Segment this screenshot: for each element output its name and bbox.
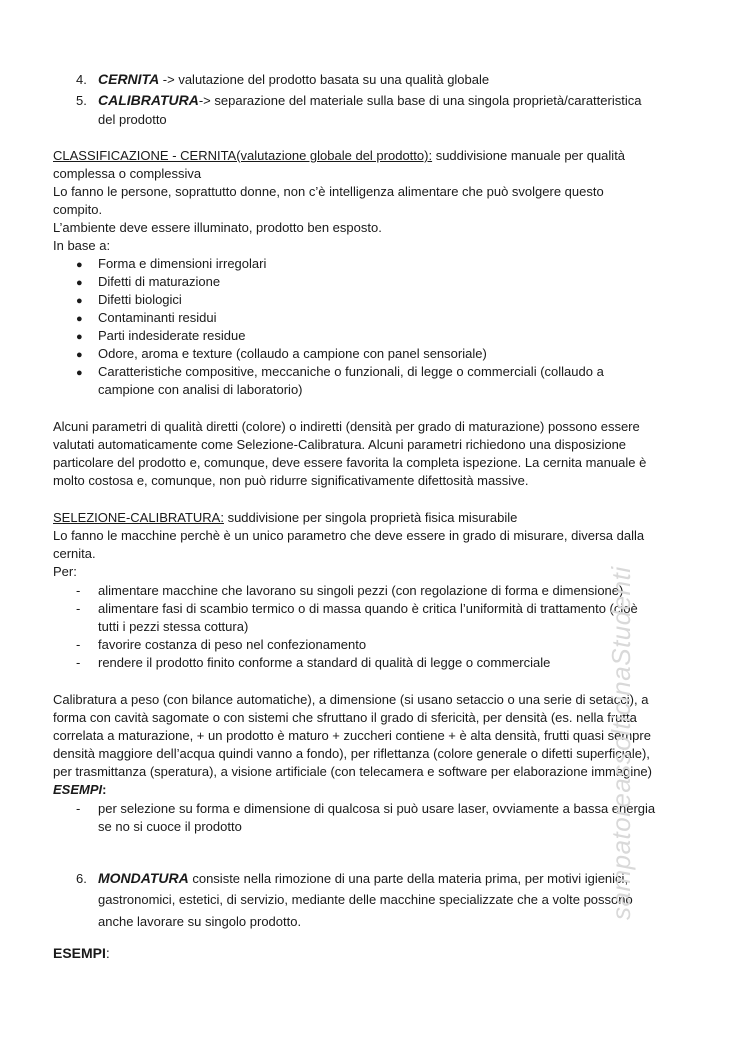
- list-item: Parti indesiderate residue: [98, 328, 246, 343]
- list-item-cont: se no si cuoce il prodotto: [98, 819, 242, 834]
- esempi-final-text: ESEMPI: [53, 945, 106, 961]
- text-line: In base a:: [53, 238, 111, 253]
- list-item: alimentare macchine che lavorano su singoli pezzi (con regolazione di forma e dimensione): [98, 583, 624, 598]
- heading-rest: suddivisione manuale per qualità: [432, 148, 626, 163]
- text-line: complessa o complessiva: [53, 166, 202, 181]
- heading-rest: suddivisione per singola proprietà fisica misurabile: [223, 510, 518, 525]
- esempi-heading: [53, 944, 110, 962]
- text-line: Lo fanno le persone, soprattutto donne, non c’è intelligenza alimentare che può svolgere questo: [53, 184, 604, 199]
- dash-marker: -: [76, 583, 81, 598]
- dash-marker: -: [76, 801, 81, 816]
- list-item-cont: campione con analisi di laboratorio): [98, 382, 303, 397]
- paragraph-line: particolare del prodotto e, comunque, deve essere favorita la completa ispezione. La cernita manuale è: [53, 455, 647, 470]
- paragraph-line: densità maggiore dell’acqua quindi vanno a fondo), per riflettanza (colore generale o difetti superficiale),: [53, 746, 650, 761]
- section-heading: [53, 509, 517, 527]
- esempi-text: ESEMPI: [53, 782, 103, 797]
- item-text: -> valutazione del prodotto basata su una qualità globale: [159, 72, 490, 87]
- list-item: Caratteristiche compositive, meccaniche o funzionali, di legge o commerciali (collaudo a: [98, 364, 604, 379]
- list-item: Difetti di maturazione: [98, 274, 221, 289]
- item-number: 6.: [76, 871, 87, 886]
- text-line: Lo fanno le macchine perchè è un unico parametro che deve essere in grado di misurare, diversa dalla: [53, 528, 645, 543]
- list-item: [98, 70, 489, 89]
- list-item-cont: tutti i pezzi stessa cottura): [98, 619, 249, 634]
- dash-marker: -: [76, 655, 81, 670]
- list-item: rendere il prodotto finito conforme a standard di qualità di legge o commerciale: [98, 655, 551, 670]
- bullet-icon: ●: [76, 277, 83, 289]
- bullet-icon: ●: [76, 331, 83, 343]
- section-heading: [53, 147, 625, 165]
- item-number: 4.: [76, 72, 87, 87]
- esempi-label: [53, 781, 106, 799]
- heading-underlined: SELEZIONE-CALIBRATURA:: [53, 510, 224, 525]
- bullet-icon: ●: [76, 367, 83, 379]
- item-text-cont: del prodotto: [98, 112, 167, 127]
- bullet-icon: ●: [76, 349, 83, 361]
- term-cernita: CERNITA: [98, 71, 160, 87]
- list-item: favorire costanza di peso nel confezionamento: [98, 637, 367, 652]
- item-text: -> separazione del materiale sulla base di una singola proprietà/caratteristica: [198, 93, 642, 108]
- bullet-icon: ●: [76, 313, 83, 325]
- text-line: Per:: [53, 564, 77, 579]
- text-line: compito.: [53, 202, 103, 217]
- bullet-icon: ●: [76, 259, 83, 271]
- term-mondatura: MONDATURA: [98, 870, 189, 886]
- paragraph-line: per trasmittanza (speratura), a visione artificiale (con telecamera e software per elaborazione immagine): [53, 764, 652, 779]
- item-text-cont: anche lavorare su singolo prodotto.: [98, 914, 302, 929]
- paragraph-line: Alcuni parametri di qualità diretti (colore) o indiretti (densità per grado di maturazione) possono essere: [53, 419, 640, 434]
- list-item: Forma e dimensioni irregolari: [98, 256, 267, 271]
- esempi-final-colon: :: [105, 945, 110, 961]
- list-item: Contaminanti residui: [98, 310, 217, 325]
- item-text-cont: gastronomici, estetici, di servizio, mediante delle macchine specializzate che a volte possono: [98, 892, 633, 907]
- paragraph-line: correlata a maturazione, + un prodotto è maturo + zuccheri contiene + è alta densità, frutti quasi sempre: [53, 728, 651, 743]
- bullet-icon: ●: [76, 295, 83, 307]
- list-item: Odore, aroma e texture (collaudo a campione con panel sensoriale): [98, 346, 487, 361]
- list-item: Difetti biologici: [98, 292, 182, 307]
- text-line: L’ambiente deve essere illuminato, prodotto ben esposto.: [53, 220, 382, 235]
- dash-marker: -: [76, 601, 81, 616]
- list-item: per selezione su forma e dimensione di qualcosa si può usare laser, ovviamente a bassa energia: [98, 801, 656, 816]
- paragraph-line: forma con cavità sagomate o con sistemi che sfruttano il grado di sfericità, per densità (es. nella frutta: [53, 710, 637, 725]
- item-text: consiste nella rimozione di una parte della materia prima, per motivi igienici,: [188, 871, 629, 886]
- list-item: alimentare fasi di scambio termico o di massa quando è critica l’uniformità di trattamento (cioè: [98, 601, 638, 616]
- paragraph-line: valutati automaticamente come Selezione-Calibratura. Alcuni parametri richiedono una disposizione: [53, 437, 627, 452]
- text-line: cernita.: [53, 546, 96, 561]
- term-calibratura: CALIBRATURA: [98, 92, 199, 108]
- paragraph-line: Calibratura a peso (con bilance automatiche), a dimensione (si usano setaccio o una serie di setacci), a: [53, 692, 649, 707]
- item-number: 5.: [76, 93, 87, 108]
- dash-marker: -: [76, 637, 81, 652]
- list-item: [98, 91, 641, 110]
- paragraph-line: molto costosa e, comunque, non può ridurre significativamente difettosità massive.: [53, 473, 529, 488]
- list-item: [98, 869, 628, 888]
- heading-underlined: CLASSIFICAZIONE - CERNITA(valutazione globale del prodotto):: [53, 148, 433, 163]
- esempi-colon: :: [102, 782, 107, 797]
- watermark: sampatoreassolticinaStudenti: [606, 566, 636, 920]
